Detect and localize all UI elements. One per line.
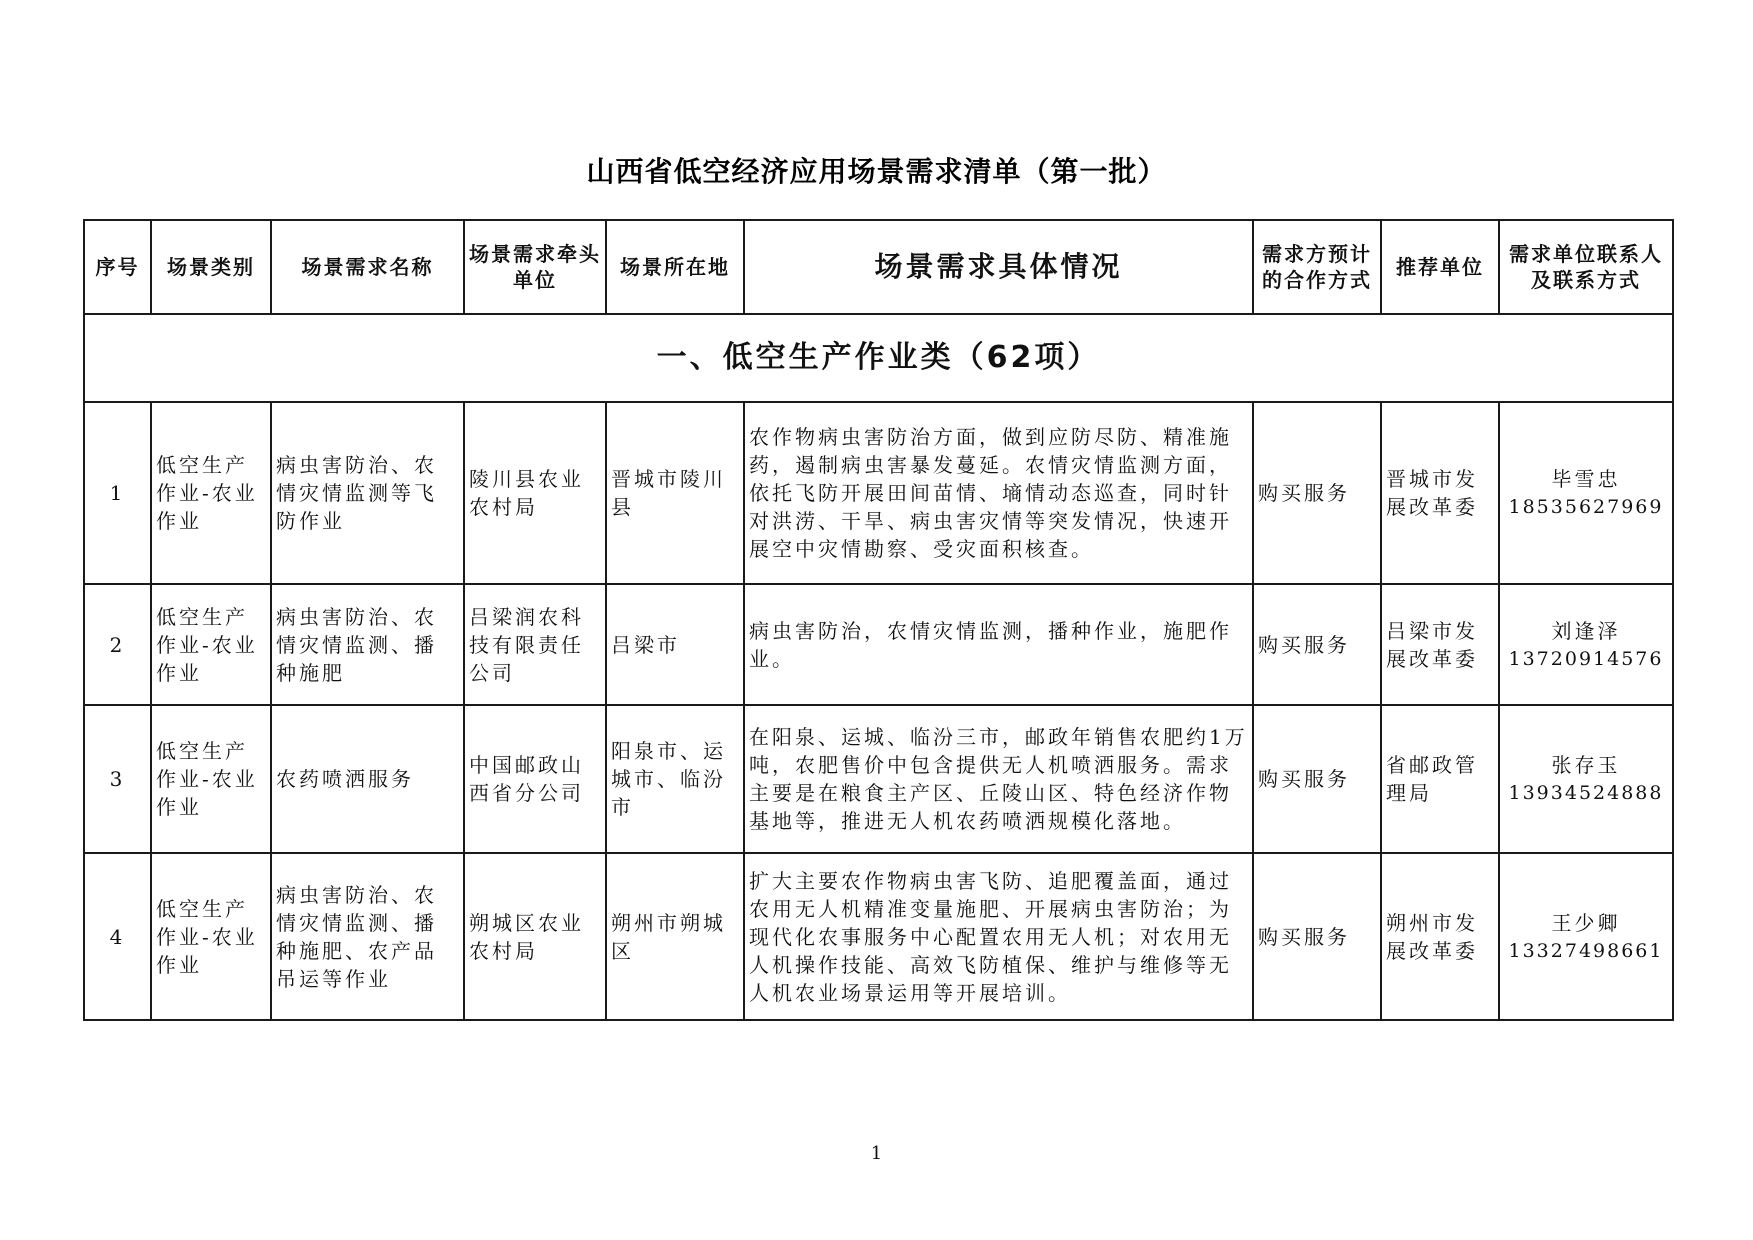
section-title: 一、低空生产作业类（62项） — [84, 314, 1673, 402]
cell-index: 2 — [84, 584, 151, 705]
cell-cooperation: 购买服务 — [1253, 402, 1381, 584]
contact-name: 张存玉 — [1551, 753, 1621, 777]
cell-index: 1 — [84, 402, 151, 584]
cell-category: 低空生产作业-农业作业 — [151, 853, 271, 1020]
cell-recommender: 朔州市发展改革委 — [1381, 853, 1499, 1020]
column-header-lead-unit: 场景需求牵头单位 — [464, 220, 606, 314]
cell-lead-unit: 吕梁润农科技有限责任公司 — [464, 584, 606, 705]
column-header-detail: 场景需求具体情况 — [744, 220, 1253, 314]
column-header-name: 场景需求名称 — [271, 220, 464, 314]
page-number: 1 — [870, 1143, 883, 1164]
contact-phone: 13327498661 — [1508, 939, 1664, 962]
table-row — [84, 705, 1673, 853]
column-header-cooperation: 需求方预计的合作方式 — [1253, 220, 1381, 314]
cell-cooperation: 购买服务 — [1253, 853, 1381, 1020]
table-row — [84, 584, 1673, 705]
cell-location: 吕梁市 — [606, 584, 744, 705]
cell-recommender: 晋城市发展改革委 — [1381, 402, 1499, 584]
cell-contact — [1499, 402, 1673, 584]
cell-contact — [1499, 853, 1673, 1020]
table-header-row — [84, 220, 1673, 314]
cell-name: 病虫害防治、农情灾情监测等飞防作业 — [271, 402, 464, 584]
cell-name: 农药喷洒服务 — [271, 705, 464, 853]
column-header-recommender: 推荐单位 — [1381, 220, 1499, 314]
cell-detail: 农作物病虫害防治方面，做到应防尽防、精准施药，遏制病虫害暴发蔓延。农情灾情监测方面，依托飞防开展田间苗情、墒情动态巡查，同时针对洪涝、干旱、病虫害灾情等突发情况，快速开展空中灾情勘察、受灾面积核查。 — [744, 402, 1253, 584]
cell-category: 低空生产作业-农业作业 — [151, 584, 271, 705]
cell-recommender: 省邮政管理局 — [1381, 705, 1499, 853]
cell-lead-unit: 朔城区农业农村局 — [464, 853, 606, 1020]
cell-name: 病虫害防治、农情灾情监测、播种施肥 — [271, 584, 464, 705]
cell-category: 低空生产作业-农业作业 — [151, 402, 271, 584]
cell-location: 朔州市朔城区 — [606, 853, 744, 1020]
cell-contact — [1499, 705, 1673, 853]
contact-phone: 18535627969 — [1508, 496, 1664, 518]
cell-name: 病虫害防治、农情灾情监测、播种施肥、农产品吊运等作业 — [271, 853, 464, 1020]
requirements-table — [83, 219, 1674, 1021]
cell-location: 晋城市陵川县 — [606, 402, 744, 584]
cell-category: 低空生产作业-农业作业 — [151, 705, 271, 853]
column-header-location: 场景所在地 — [606, 220, 744, 314]
cell-lead-unit: 中国邮政山西省分公司 — [464, 705, 606, 853]
column-header-index: 序号 — [84, 220, 151, 314]
section-header-row — [84, 314, 1673, 402]
cell-cooperation: 购买服务 — [1253, 705, 1381, 853]
column-header-contact: 需求单位联系人及联系方式 — [1499, 220, 1673, 314]
cell-cooperation: 购买服务 — [1253, 584, 1381, 705]
cell-recommender: 吕梁市发展改革委 — [1381, 584, 1499, 705]
contact-name: 刘逢泽 — [1551, 618, 1621, 643]
column-header-category: 场景类别 — [151, 220, 271, 314]
cell-location: 阳泉市、运城市、临汾市 — [606, 705, 744, 853]
cell-contact — [1499, 584, 1673, 705]
cell-index: 3 — [84, 705, 151, 853]
table-row — [84, 402, 1673, 584]
contact-phone: 13934524888 — [1508, 782, 1664, 804]
table-row — [84, 853, 1673, 1020]
cell-detail: 病虫害防治，农情灾情监测，播种作业，施肥作业。 — [744, 584, 1253, 705]
contact-name: 毕雪忠 — [1551, 467, 1621, 491]
cell-lead-unit: 陵川县农业农村局 — [464, 402, 606, 584]
cell-index: 4 — [84, 853, 151, 1020]
cell-detail: 在阳泉、运城、临汾三市，邮政年销售农肥约1万吨，农肥售价中包含提供无人机喷洒服务。需求主要是在粮食主产区、丘陵山区、特色经济作物基地等，推进无人机农药喷洒规模化落地。 — [744, 705, 1253, 853]
document-title: 山西省低空经济应用场景需求清单（第一批） — [586, 155, 1167, 188]
cell-detail: 扩大主要农作物病虫害飞防、追肥覆盖面，通过农用无人机精准变量施肥、开展病虫害防治；为现代化农事服务中心配置农用无人机；对农用无人机操作技能、高效飞防植保、维护与维修等无人机农业场景运用等开展培训。 — [744, 853, 1253, 1020]
contact-phone: 13720914576 — [1508, 647, 1664, 670]
contact-name: 王少卿 — [1551, 910, 1621, 935]
